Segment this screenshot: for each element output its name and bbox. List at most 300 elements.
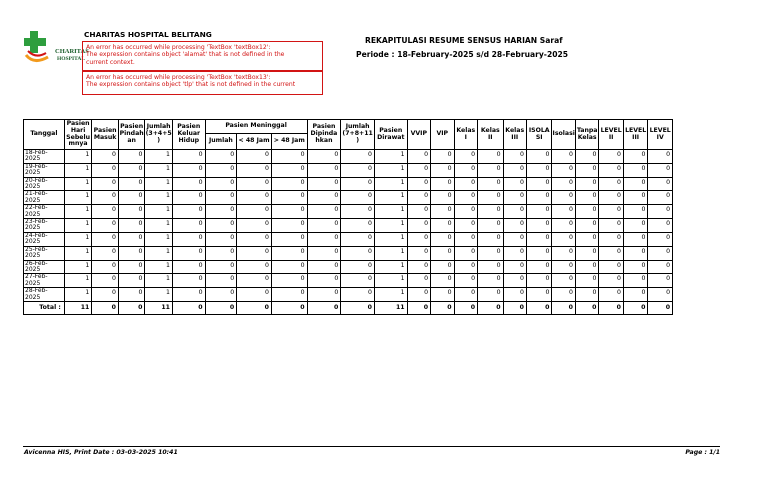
cell-value: 1: [374, 274, 407, 288]
cell-value: 0: [552, 232, 575, 246]
cell-value: 0: [503, 232, 526, 246]
cell-value: 0: [271, 191, 307, 205]
total-cell: 0: [478, 301, 504, 314]
col-level-3: LEVEL III: [623, 120, 647, 150]
cell-value: 0: [454, 150, 477, 164]
cell-value: 1: [374, 288, 407, 302]
cell-value: 0: [341, 205, 375, 219]
cell-value: 1: [374, 260, 407, 274]
cell-value: 0: [599, 274, 623, 288]
cell-value: 0: [118, 246, 145, 260]
col-meninggal-lt48: < 48 Jam: [237, 134, 272, 150]
census-table-body: [24, 150, 673, 315]
cell-value: 0: [454, 246, 477, 260]
cell-value: 1: [145, 288, 173, 302]
cell-value: 0: [575, 260, 598, 274]
cell-value: 0: [172, 288, 205, 302]
col-group-pasien-meninggal: Pasien Meninggal: [205, 120, 307, 134]
cell-value: 1: [145, 246, 173, 260]
cell-value: 0: [599, 288, 623, 302]
cell-value: 1: [64, 205, 92, 219]
cell-date: 27-Feb- 2025: [24, 274, 65, 288]
cell-value: 0: [172, 177, 205, 191]
logo-text-line1: CHARITAS: [55, 48, 89, 55]
cell-value: 0: [92, 163, 119, 177]
cell-value: 0: [431, 163, 454, 177]
cell-value: 0: [172, 246, 205, 260]
cell-value: 0: [478, 219, 504, 233]
cell-value: 0: [552, 288, 575, 302]
col-kelas-3: Kelas III: [503, 120, 526, 150]
cell-value: 0: [552, 205, 575, 219]
total-cell: 0: [118, 301, 145, 314]
cell-value: 0: [431, 219, 454, 233]
col-pasien-keluar-hidup: Pasien Keluar Hidup: [172, 120, 205, 150]
cell-date: 22-Feb- 2025: [24, 205, 65, 219]
cell-value: 0: [623, 274, 647, 288]
col-kelas-2: Kelas II: [478, 120, 504, 150]
cell-value: 0: [478, 246, 504, 260]
cell-value: 0: [92, 191, 119, 205]
cell-value: 0: [623, 219, 647, 233]
cell-value: 0: [205, 191, 237, 205]
cell-value: 0: [205, 288, 237, 302]
cell-value: 0: [118, 205, 145, 219]
cell-value: 0: [503, 191, 526, 205]
cell-value: 0: [478, 288, 504, 302]
cell-value: 0: [237, 232, 272, 246]
cell-value: 0: [271, 288, 307, 302]
total-cell: 0: [237, 301, 272, 314]
table-row: [24, 150, 673, 164]
error-message-textbox13: An error has occurred while processing 'TextBox 'textBox13': The expression contains object 'tlp' that is not defined in the current: [82, 71, 323, 95]
cell-value: 0: [237, 274, 272, 288]
total-cell: 0: [341, 301, 375, 314]
logo-text-line2: HOSPITAL: [57, 56, 86, 62]
cell-value: 0: [503, 288, 526, 302]
cell-value: 0: [237, 260, 272, 274]
cell-value: 0: [172, 191, 205, 205]
cell-value: 0: [118, 219, 145, 233]
cell-value: 0: [575, 177, 598, 191]
cell-value: 0: [92, 150, 119, 164]
cell-value: 0: [599, 219, 623, 233]
col-vvip: VVIP: [407, 120, 430, 150]
hospital-name: CHARITAS HOSPITAL BELITANG: [84, 30, 212, 39]
cell-value: 0: [205, 260, 237, 274]
cell-value: 0: [575, 288, 598, 302]
cell-value: 0: [575, 232, 598, 246]
cell-value: 1: [145, 260, 173, 274]
table-row: [24, 177, 673, 191]
cell-value: 0: [623, 288, 647, 302]
cell-value: 0: [552, 177, 575, 191]
cell-value: 0: [478, 150, 504, 164]
cell-value: 0: [118, 191, 145, 205]
cell-value: 0: [623, 191, 647, 205]
cell-value: 0: [454, 191, 477, 205]
cell-value: 0: [526, 274, 552, 288]
error-message-textbox12: An error has occurred while processing 'TextBox 'textBox12': The expression contains object 'alamat' that is not defined in the current context.: [82, 41, 323, 71]
cell-value: 1: [145, 219, 173, 233]
cell-value: 0: [271, 274, 307, 288]
cell-value: 1: [64, 246, 92, 260]
cell-value: 0: [237, 205, 272, 219]
cell-value: 0: [431, 150, 454, 164]
cell-value: 0: [431, 191, 454, 205]
cell-value: 0: [92, 205, 119, 219]
cell-value: 0: [307, 191, 341, 205]
cell-value: 0: [172, 232, 205, 246]
cell-value: 0: [307, 232, 341, 246]
total-cell: 0: [172, 301, 205, 314]
table-row: [24, 191, 673, 205]
cell-value: 0: [575, 274, 598, 288]
cell-value: 1: [64, 260, 92, 274]
cell-value: 0: [478, 232, 504, 246]
cell-date: 21-Feb- 2025: [24, 191, 65, 205]
cell-value: 1: [374, 150, 407, 164]
cell-value: 0: [478, 163, 504, 177]
col-pasien-masuk: Pasien Masuk: [92, 120, 119, 150]
cell-value: 0: [431, 246, 454, 260]
cell-date: 25-Feb- 2025: [24, 246, 65, 260]
col-isolasi-caps: ISOLA SI: [526, 120, 552, 150]
cell-value: 1: [145, 150, 173, 164]
col-jumlah-b: Jumlah (7+8+11 ): [341, 120, 375, 150]
cell-value: 0: [341, 177, 375, 191]
cell-value: 0: [118, 177, 145, 191]
cell-value: 0: [599, 177, 623, 191]
cell-value: 0: [307, 205, 341, 219]
cell-value: 0: [307, 246, 341, 260]
cell-value: 0: [599, 205, 623, 219]
col-tanggal: Tanggal: [24, 120, 65, 150]
cell-value: 0: [237, 191, 272, 205]
cell-value: 0: [526, 246, 552, 260]
print-info: Avicenna HIS, Print Date : 03-03-2025 10:41: [24, 449, 178, 456]
cell-value: 0: [478, 260, 504, 274]
cell-value: 0: [237, 219, 272, 233]
total-cell: 0: [552, 301, 575, 314]
cell-value: 0: [205, 232, 237, 246]
cell-value: 0: [431, 260, 454, 274]
cell-value: 0: [307, 274, 341, 288]
total-row: [24, 301, 673, 314]
cell-value: 1: [64, 177, 92, 191]
cell-value: 0: [526, 232, 552, 246]
cell-value: 0: [552, 191, 575, 205]
page-number: Page : 1/1: [685, 449, 720, 456]
cell-value: 0: [575, 191, 598, 205]
cell-value: 0: [271, 205, 307, 219]
cell-value: 0: [503, 246, 526, 260]
cell-value: 1: [64, 150, 92, 164]
cell-value: 0: [271, 260, 307, 274]
cell-value: 0: [172, 205, 205, 219]
cell-value: 0: [623, 150, 647, 164]
cell-value: 0: [237, 150, 272, 164]
cell-value: 0: [648, 288, 673, 302]
cell-date: 28-Feb- 2025: [24, 288, 65, 302]
cell-value: 0: [237, 177, 272, 191]
total-label: Total :: [24, 301, 65, 314]
cell-value: 0: [478, 274, 504, 288]
cell-value: 0: [341, 163, 375, 177]
total-cell: 11: [64, 301, 92, 314]
cell-value: 0: [454, 260, 477, 274]
table-row: [24, 232, 673, 246]
cell-value: 0: [271, 246, 307, 260]
cell-value: 0: [118, 150, 145, 164]
cell-value: 0: [407, 205, 430, 219]
cell-value: 0: [407, 260, 430, 274]
table-row: [24, 219, 673, 233]
report-title: REKAPITULASI RESUME SENSUS HARIAN Saraf: [365, 36, 563, 45]
cell-value: 0: [431, 274, 454, 288]
cell-value: 0: [172, 274, 205, 288]
cell-value: 0: [526, 150, 552, 164]
cell-value: 0: [341, 274, 375, 288]
cell-value: 0: [623, 260, 647, 274]
table-row: [24, 246, 673, 260]
cell-value: 1: [374, 163, 407, 177]
cell-value: 1: [64, 219, 92, 233]
cell-value: 0: [599, 150, 623, 164]
table-row: [24, 288, 673, 302]
cell-value: 0: [431, 177, 454, 191]
cell-value: 0: [431, 288, 454, 302]
total-cell: 0: [454, 301, 477, 314]
cell-value: 0: [648, 274, 673, 288]
cell-value: 0: [407, 288, 430, 302]
total-cell: 0: [526, 301, 552, 314]
cell-value: 0: [341, 232, 375, 246]
cell-value: 1: [64, 288, 92, 302]
col-pasien-pindahan: Pasien Pindah an: [118, 120, 145, 150]
cell-value: 0: [407, 246, 430, 260]
cell-value: 0: [307, 163, 341, 177]
cell-value: 0: [599, 232, 623, 246]
total-cell: 11: [374, 301, 407, 314]
cell-value: 0: [205, 205, 237, 219]
cell-value: 1: [145, 274, 173, 288]
cell-value: 0: [118, 274, 145, 288]
total-cell: 0: [599, 301, 623, 314]
cell-value: 0: [526, 288, 552, 302]
cell-value: 0: [271, 219, 307, 233]
cell-value: 1: [64, 191, 92, 205]
cell-value: 0: [623, 232, 647, 246]
cell-value: 1: [145, 191, 173, 205]
footer-divider: [23, 446, 720, 447]
cell-value: 1: [145, 232, 173, 246]
cell-value: 0: [454, 274, 477, 288]
total-cell: 0: [648, 301, 673, 314]
cell-value: 0: [237, 288, 272, 302]
cell-value: 0: [526, 205, 552, 219]
cell-value: 0: [454, 232, 477, 246]
cell-value: 0: [575, 219, 598, 233]
cell-value: 0: [526, 260, 552, 274]
cell-value: 0: [341, 260, 375, 274]
col-pasien-dirawat: Pasien Dirawat: [374, 120, 407, 150]
cell-value: 0: [341, 246, 375, 260]
cell-value: 0: [172, 219, 205, 233]
table-row: [24, 205, 673, 219]
cell-value: 0: [271, 177, 307, 191]
cell-value: 1: [374, 219, 407, 233]
cell-value: 0: [307, 150, 341, 164]
cell-value: 0: [205, 150, 237, 164]
cell-value: 0: [648, 191, 673, 205]
col-jumlah-a: Jumlah (3+4+5 ): [145, 120, 173, 150]
cell-value: 0: [205, 219, 237, 233]
cell-value: 0: [575, 163, 598, 177]
col-tanpa-kelas: Tanpa Kelas: [575, 120, 598, 150]
cell-value: 0: [307, 288, 341, 302]
hospital-logo: [22, 29, 89, 67]
cell-value: 0: [552, 163, 575, 177]
cell-value: 0: [341, 191, 375, 205]
cell-value: 1: [374, 246, 407, 260]
cell-value: 0: [431, 205, 454, 219]
cell-value: 0: [118, 288, 145, 302]
cell-value: 0: [648, 219, 673, 233]
cell-value: 0: [648, 232, 673, 246]
cell-value: 0: [526, 191, 552, 205]
cell-value: 0: [599, 163, 623, 177]
cell-value: 0: [623, 205, 647, 219]
cell-value: 0: [454, 205, 477, 219]
cell-date: 26-Feb- 2025: [24, 260, 65, 274]
cell-value: 0: [407, 150, 430, 164]
cell-value: 0: [454, 288, 477, 302]
cell-value: 0: [407, 274, 430, 288]
total-cell: 0: [92, 301, 119, 314]
cell-value: 0: [526, 177, 552, 191]
cell-value: 0: [205, 246, 237, 260]
cell-value: 0: [552, 219, 575, 233]
cell-value: 0: [623, 163, 647, 177]
cell-value: 0: [431, 232, 454, 246]
cell-value: 0: [648, 150, 673, 164]
col-kelas-1: Kelas I: [454, 120, 477, 150]
cell-value: 0: [478, 205, 504, 219]
cell-value: 0: [454, 163, 477, 177]
table-row: [24, 260, 673, 274]
total-cell: 0: [431, 301, 454, 314]
total-cell: 0: [407, 301, 430, 314]
total-cell: 0: [271, 301, 307, 314]
cell-value: 0: [503, 177, 526, 191]
cell-value: 0: [552, 246, 575, 260]
cell-date: 18-Feb- 2025: [24, 150, 65, 164]
cell-value: 0: [341, 288, 375, 302]
cell-value: 0: [118, 163, 145, 177]
cell-value: 0: [341, 150, 375, 164]
cell-value: 0: [271, 163, 307, 177]
cell-value: 0: [237, 163, 272, 177]
col-level-2: LEVEL II: [599, 120, 623, 150]
col-meninggal-jumlah: Jumlah: [205, 134, 237, 150]
cell-value: 1: [64, 232, 92, 246]
col-pasien-dipindahkan: Pasien Dipinda hkan: [307, 120, 341, 150]
cell-value: 1: [64, 163, 92, 177]
cell-value: 0: [648, 205, 673, 219]
cell-value: 1: [145, 163, 173, 177]
cell-value: 0: [205, 177, 237, 191]
cell-value: 0: [205, 274, 237, 288]
cell-value: 0: [92, 288, 119, 302]
cell-value: 0: [92, 274, 119, 288]
cell-value: 0: [575, 150, 598, 164]
cell-value: 0: [92, 260, 119, 274]
cell-value: 0: [575, 205, 598, 219]
cell-value: 0: [172, 163, 205, 177]
cell-value: 0: [92, 177, 119, 191]
cell-value: 0: [599, 260, 623, 274]
cell-value: 0: [623, 246, 647, 260]
cell-value: 0: [503, 219, 526, 233]
table-row: [24, 274, 673, 288]
report-period: Periode : 18-February-2025 s/d 28-February-2025: [356, 50, 569, 59]
cell-value: 0: [503, 205, 526, 219]
cell-value: 0: [648, 260, 673, 274]
table-row: [24, 163, 673, 177]
cell-date: 20-Feb- 2025: [24, 177, 65, 191]
cell-value: 0: [407, 177, 430, 191]
total-cell: 11: [145, 301, 173, 314]
cell-value: 0: [172, 150, 205, 164]
cell-value: 0: [92, 219, 119, 233]
cell-value: 0: [307, 219, 341, 233]
cell-value: 0: [552, 150, 575, 164]
total-cell: 0: [623, 301, 647, 314]
cell-date: 23-Feb- 2025: [24, 219, 65, 233]
total-cell: 0: [307, 301, 341, 314]
cell-value: 0: [307, 260, 341, 274]
cell-value: 0: [118, 260, 145, 274]
col-isolasi: Isolasi: [552, 120, 575, 150]
cell-value: 1: [374, 205, 407, 219]
census-table: [23, 119, 673, 315]
cell-value: 0: [407, 232, 430, 246]
cell-date: 24-Feb- 2025: [24, 232, 65, 246]
cell-value: 0: [552, 260, 575, 274]
cell-value: 0: [237, 246, 272, 260]
cell-value: 0: [478, 177, 504, 191]
cell-value: 1: [374, 191, 407, 205]
cell-value: 0: [271, 150, 307, 164]
col-pasien-hari-sebelumnya: Pasien Hari Sebelu mnya: [64, 120, 92, 150]
cell-value: 0: [307, 177, 341, 191]
cell-value: 1: [64, 274, 92, 288]
cell-value: 0: [172, 260, 205, 274]
cell-value: 0: [407, 191, 430, 205]
cell-value: 0: [599, 246, 623, 260]
cell-value: 0: [526, 219, 552, 233]
cell-value: 0: [648, 163, 673, 177]
cell-value: 0: [648, 246, 673, 260]
cell-date: 19-Feb- 2025: [24, 163, 65, 177]
cell-value: 0: [271, 232, 307, 246]
col-vip: VIP: [431, 120, 454, 150]
cell-value: 0: [454, 177, 477, 191]
cell-value: 0: [599, 191, 623, 205]
col-level-4: LEVEL IV: [648, 120, 673, 150]
cell-value: 0: [407, 219, 430, 233]
